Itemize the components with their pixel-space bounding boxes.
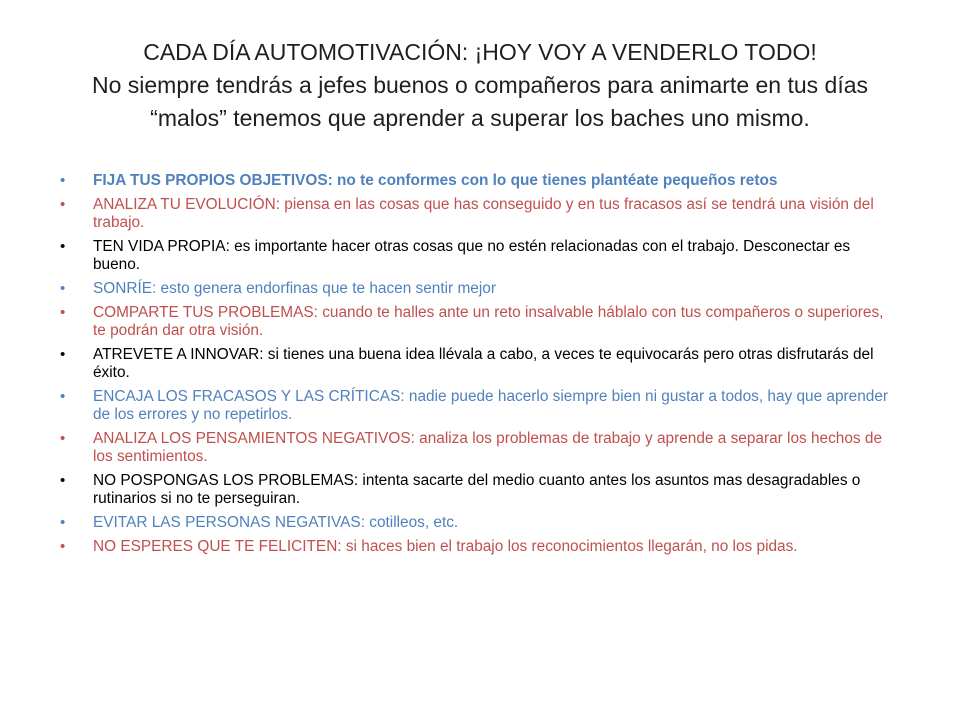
bullet-icon: • <box>60 538 66 555</box>
bullet-item <box>60 346 890 382</box>
bullet-item <box>60 430 890 466</box>
bullet-icon: • <box>60 472 66 489</box>
bullet-icon: • <box>60 280 66 297</box>
bullet-icon: • <box>60 514 66 531</box>
bullet-text: EVITAR LAS PERSONAS NEGATIVAS: cotilleos, etc. <box>93 514 459 531</box>
bullet-text: ANALIZA TU EVOLUCIÓN: piensa en las cosas que has conseguido y en tus fracasos así se tendrá una visión del trabajo. <box>93 196 874 231</box>
bullet-icon: • <box>60 388 66 405</box>
bullet-icon: • <box>60 196 66 213</box>
bullet-text: COMPARTE TUS PROBLEMAS: cuando te halles ante un reto insalvable háblalo con tus compañeros o superiores, te podrán dar otra visión. <box>93 304 884 339</box>
bullet-icon: • <box>60 346 66 363</box>
bullet-item <box>60 172 890 190</box>
bullet-text: ENCAJA LOS FRACASOS Y LAS CRÍTICAS: nadie puede hacerlo siempre bien ni gustar a todos, hay que aprender de los errores y no repetirlos. <box>93 388 889 423</box>
bullet-item <box>60 388 890 424</box>
slide-title <box>40 36 920 135</box>
bullet-item <box>60 280 890 298</box>
bullet-item <box>60 238 890 274</box>
bullet-list <box>60 172 890 562</box>
bullet-item <box>60 472 890 508</box>
bullet-icon: • <box>60 430 66 447</box>
bullet-text: FIJA TUS PROPIOS OBJETIVOS: no te conformes con lo que tienes plantéate pequeños retos <box>93 172 778 189</box>
bullet-text: NO ESPERES QUE TE FELICITEN: si haces bien el trabajo los reconocimientos llegarán, no los pidas. <box>93 538 798 555</box>
bullet-text: SONRÍE: esto genera endorfinas que te hacen sentir mejor <box>93 280 496 297</box>
bullet-icon: • <box>60 172 66 189</box>
bullet-item <box>60 514 890 532</box>
bullet-icon: • <box>60 238 66 255</box>
bullet-text: ATREVETE A INNOVAR: si tienes una buena idea llévala a cabo, a veces te equivocarás pero otras disfrutarás del éxito. <box>93 346 874 381</box>
title-line: “malos” tenemos que aprender a superar los baches uno mismo. <box>150 105 810 131</box>
bullet-icon: • <box>60 304 66 321</box>
title-line: No siempre tendrás a jefes buenos o compañeros para animarte en tus días <box>91 72 869 98</box>
title-line: CADA DÍA AUTOMOTIVACIÓN: ¡HOY VOY A VENDERLO TODO! <box>143 39 817 65</box>
bullet-item <box>60 304 890 340</box>
bullet-item <box>60 538 890 556</box>
bullet-text: ANALIZA LOS PENSAMIENTOS NEGATIVOS: analiza los problemas de trabajo y aprende a separar los hechos de los sentimientos. <box>93 430 883 465</box>
bullet-text: NO POSPONGAS LOS PROBLEMAS: intenta sacarte del medio cuanto antes los asuntos mas desagradables o rutinarios si no te perseguiran. <box>93 472 861 507</box>
bullet-text: TEN VIDA PROPIA: es importante hacer otras cosas que no estén relacionadas con el trabajo. Desconectar es bueno. <box>93 238 851 273</box>
bullet-item <box>60 196 890 232</box>
